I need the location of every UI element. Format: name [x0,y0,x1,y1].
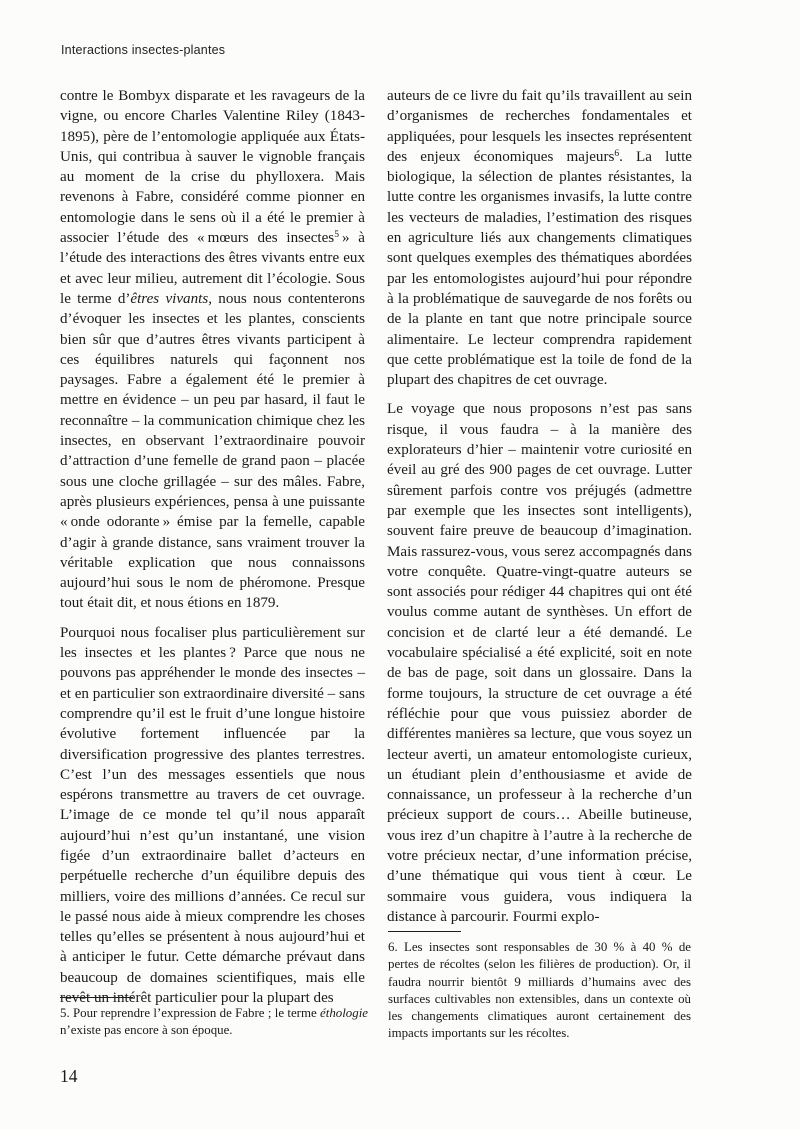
footnote-5 [60,997,368,1040]
text-columns [60,86,692,1017]
right-column [387,86,692,1017]
paragraph: Pourquoi nous focaliser plus particulièrement sur les insectes et les plantes ? Parce que nous ne pouvons pas appréhender le monde des insectes – et en particulier son extraordinaire diversité – sans comprendre qu’il est le fruit d’une longue histoire évolutive fortement influencée par la diversification progressive des plantes terrestres. C’est l’un des messages essentiels que nous espérons transmettre au travers de cet ouvrage. L’image de ce monde tel qu’il nous apparaît aujourd’hui n’est qu’un instantané, une vision figée d’un extraordinaire ballet d’acteurs en perpétuelle recherche d’un équilibre depuis des milliers, voire des millions d’années. Ce recul sur le passé nous aide à mieux comprendre les choses telles qu’elles se présentent à nous aujourd’hui et à anticiper le futur. Cette démarche prévaut dans beaucoup de domaines scientifiques, mais elle revêt un intérêt particulier pour la plupart des [60,624,365,1007]
page-number: 14 [60,1066,78,1086]
footnote-text: 5. Pour reprendre l’expression de Fabre ; le terme éthologie n’existe pas encore à son époque. [60,1006,368,1038]
paragraph: contre le Bombyx disparate et les ravageurs de la vigne, ou encore Charles Valentine Riley (1843-1895), père de l’entomologie appliquée aux États-Unis, qui contribua à sauver le vignoble français au moment de la crise du phylloxera. Mais revenons à Fabre, considéré comme pionner en entomologie dans le sens où il a été le premier à associer l’étude des « mœurs des insectes$^5$ » à l’étude des interactions des êtres vivants entre eux et avec leur milieu, autrement dit l’écologie. Sous le terme d’êtres vivants, nous nous contenterons d’évoquer les insectes et les plantes, conscients bien sûr que d’autres êtres vivants participent à ces équilibres naturels qui façonnent nos paysages. Fabre a également été le premier à mettre en évidence – un peu par hasard, il faut le reconnaître – la communication chimique chez les insectes, en observant l’extraordinaire pouvoir d’attraction d’une femelle de grand paon – placée sous une cloche grillagée – sur des mâles. Fabre, après plusieurs expériences, pensa à une puissante « onde odorante » émise par la femelle, capable d’agir à grande distance, sans vraiment trouver la véritable explication que nous connaissons aujourd’hui sous le nom de phéromone. Presque tout était dit, et nous étions en 1879. [60,88,366,612]
footnote-text: 6. Les insectes sont responsables de 30 % à 40 % de pertes de récoltes (selon les filières de production). Or, il faudra nourrir bientôt 9 milliards d’humains avec des surfaces cultivables non extensibles, dans un contexte où les changements climatiques auront certainement des impacts importants sur les récoltes. [388,940,691,1041]
footnote-6 [388,931,691,1043]
footnote-divider [388,931,461,932]
paragraph: auteurs de ce livre du fait qu’ils travaillent au sein d’organismes de recherches fondamentales et appliquées, pour lesquels les insectes représentent des enjeux économiques majeurs$^6$. La lutte biologique, la sélection de plantes résistantes, la lutte contre les organismes invasifs, la lutte contre les vecteurs de maladies, l’estimation des risques en agriculture liés aux changements climatiques sont quelques exemples des thématiques abordées par les entomologistes aujourd’hui pour répondre à la problématique de sauvegarde de nos forêts ou de la plante en tant que notre principale source alimentaire. Le lecteur comprendra rapidement que cette problématique est la toile de fond de la plupart des chapitres de cet ouvrage. [387,88,692,389]
footnote-divider [60,997,133,998]
left-column [60,86,365,1017]
paragraph: Le voyage que nous proposons n’est pas sans risque, il vous faudra – à la manière des explorateurs d’hier – maintenir votre curiosité en éveil au gré des 900 pages de cet ouvrage. Lutter sûrement parfois contre vos préjugés (admettre par exemple que les insectes sont intelligents), souvent faire preuve de beaucoup d’imagination. Mais rassurez-vous, vous serez accompagnés dans votre conquête. Quatre-vingt-quatre auteurs se sont associés pour rédiger 44 chapitres qui ont été voulus comme autant de synthèses. Un effort de concision et de clarté leur a été demandé. Le vocabulaire spécialisé a été explicité, soit en note de bas de page, soit dans un glossaire. Dans la forme toujours, la structure de cet ouvrage a été réfléchie pour que vous puissiez aborder de différentes manières sa lecture, que vous soyez un lecteur averti, un amateur entomologiste curieux, un étudiant plein d’enthousiasme et avide de connaissance, un professeur à la recherche d’un précieux support de cours… Abeille butineuse, vous irez d’un chapitre à l’autre à la recherche de votre précieux nectar, d’une information précise, d’une thématique qui vous tient à cœur. Le sommaire vous guidera, vous indiquera la distance à parcourir. Fourmi explo- [387,401,692,925]
running-header: Interactions insectes-plantes [61,43,226,57]
